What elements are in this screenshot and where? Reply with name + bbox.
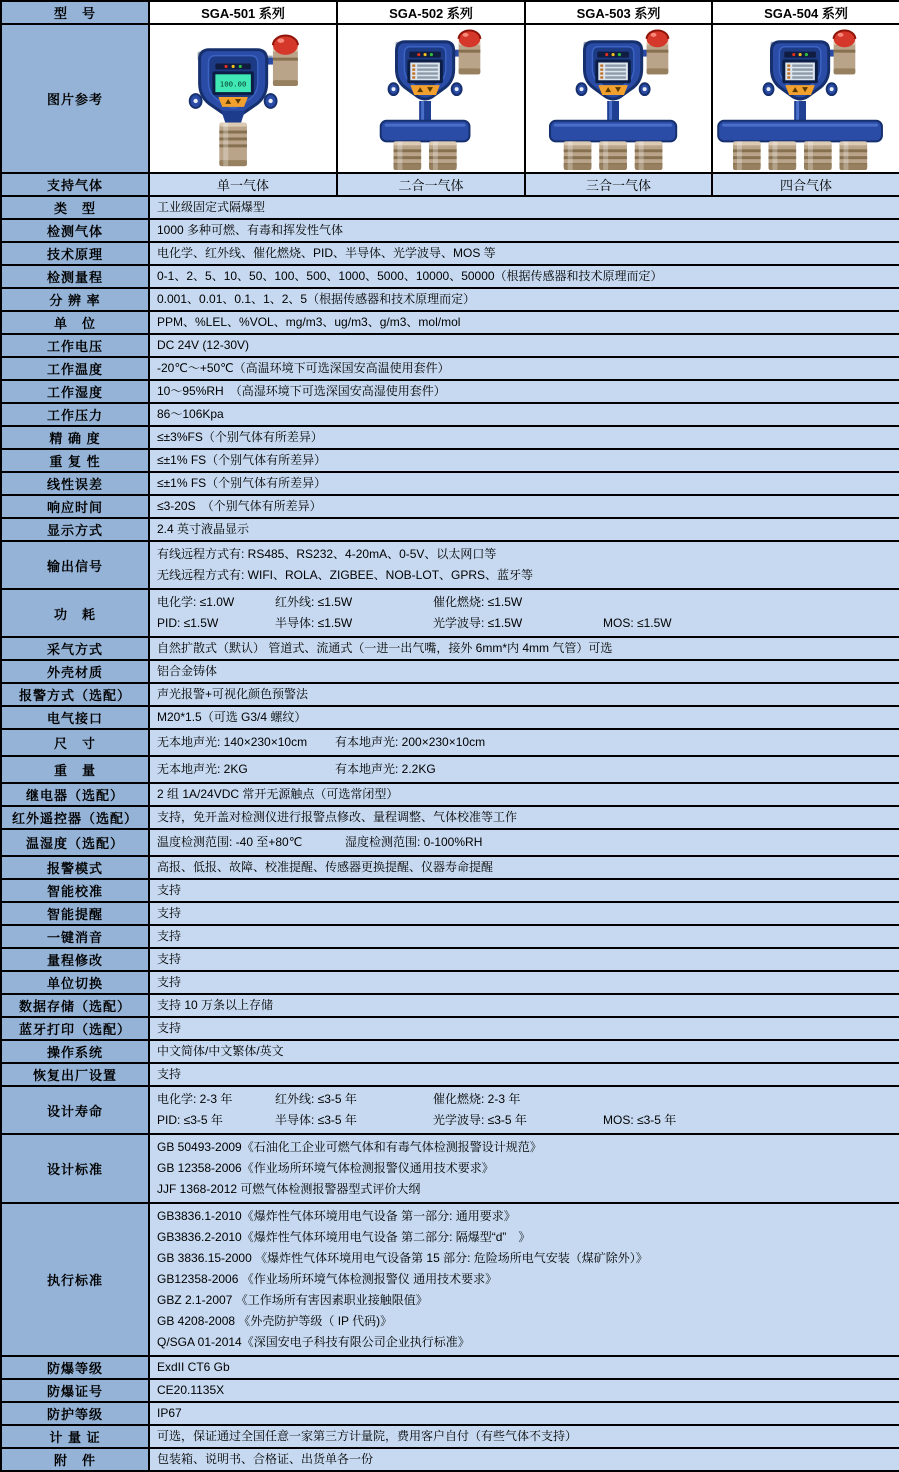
spec-table-body [1, 1, 899, 1471]
row-temp-humidity-opt-seg-1-1: 温度检测范围: -40 至+80℃ [157, 835, 303, 849]
row-label-smart-remind: 智能提醒 [1, 902, 149, 925]
row-bt-print-opt [1, 1017, 899, 1040]
row-output-signal [1, 541, 899, 589]
row-value-range: 0-1、2、5、10、50、100、500、1000、5000、10000、50000（根据传感器和技术原理而定） [149, 265, 899, 288]
row-design-life-seg-1-3: 催化燃烧: 2-3 年 [433, 1092, 521, 1106]
row-unit [1, 311, 899, 334]
row-resolution [1, 288, 899, 311]
row-value-voltage: DC 24V (12-30V) [149, 334, 899, 357]
row-design-life-seg-1-1: 电化学: 2-3 年 [157, 1092, 233, 1106]
row-exec-std-line-5: GBZ 2.1-2007 《工作场所有害因素职业接触限值》 [157, 1293, 428, 1307]
model-column-header-4: SGA-504 系列 [712, 1, 899, 24]
row-display [1, 518, 899, 541]
row-work-temp [1, 357, 899, 380]
row-label-range-modify: 量程修改 [1, 948, 149, 971]
row-value-range-modify: 支持 [149, 948, 899, 971]
row-label-work-humidity: 工作湿度 [1, 380, 149, 403]
row-label-exproof-cert: 防爆证号 [1, 1379, 149, 1402]
row-label-unit: 单 位 [1, 311, 149, 334]
row-ip-grade [1, 1402, 899, 1425]
row-value-principle: 电化学、红外线、催化燃烧、PID、半导体、光学波导、MOS 等 [149, 242, 899, 265]
row-design-std-line-2: GB 12358-2006《作业场所环境气体检测报警仪通用技术要求》 [157, 1161, 494, 1175]
single-gas-detector-illustration [150, 26, 336, 171]
row-value-output-signal [149, 541, 899, 589]
row-label-linearity: 线性误差 [1, 472, 149, 495]
row-label-output-signal: 输出信号 [1, 541, 149, 589]
row-power [1, 589, 899, 637]
row-model-header [1, 1, 899, 24]
row-value-weight [149, 756, 899, 783]
row-label-principle: 技术原理 [1, 242, 149, 265]
row-relay [1, 783, 899, 806]
row-value-metrology-cert: 可选，保证通过全国任意一家第三方计量院，费用客户自付（有些气体不支持） [149, 1425, 899, 1448]
row-label-display: 显示方式 [1, 518, 149, 541]
row-alarm-type-opt [1, 683, 899, 706]
row-design-life-seg-2-3: 光学波导: ≤3-5 年 [433, 1113, 527, 1127]
row-housing [1, 660, 899, 683]
row-label-supported-gas: 支持气体 [1, 173, 149, 196]
row-label-sampling: 采气方式 [1, 637, 149, 660]
row-label-alarm-modes: 报警模式 [1, 856, 149, 879]
row-value-bt-print-opt: 支持 [149, 1017, 899, 1040]
row-label-ir-remote: 红外遥控器（选配） [1, 806, 149, 829]
row-value-response-time: ≤3-20S （个别气体有所差异） [149, 495, 899, 518]
row-exec-std-line-1: GB3836.1-2010《爆炸性气体环境用电气设备 第一部分: 通用要求》 [157, 1209, 516, 1223]
row-label-size: 尺 寸 [1, 729, 149, 756]
row-one-key-mute [1, 925, 899, 948]
row-design-std-line-1: GB 50493-2009《石油化工企业可燃气体和有毒气体检测报警设计规范》 [157, 1140, 542, 1154]
row-value-factory-reset: 支持 [149, 1063, 899, 1086]
row-exec-std-line-6: GB 4208-2008 《外壳防护等级（ IP 代码)》 [157, 1314, 393, 1328]
row-label-data-storage-opt: 数据存储（选配） [1, 994, 149, 1017]
row-label-exproof-grade: 防爆等级 [1, 1356, 149, 1379]
row-alarm-modes [1, 856, 899, 879]
row-value-housing: 铝合金铸体 [149, 660, 899, 683]
device-image-cell-1 [149, 24, 337, 173]
row-value-exec-std [149, 1203, 899, 1356]
row-range-modify [1, 948, 899, 971]
row-value-unit-switch: 支持 [149, 971, 899, 994]
row-data-storage-opt [1, 994, 899, 1017]
row-value-type: 工业级固定式隔爆型 [149, 196, 899, 219]
row-value-size [149, 729, 899, 756]
row-value-sampling: 自然扩散式（默认） 管道式、流通式（一进一出气嘴，接外 6mm*内 4mm 气管）可选 [149, 637, 899, 660]
row-factory-reset [1, 1063, 899, 1086]
row-label-electrical-port: 电气接口 [1, 706, 149, 729]
row-value-alarm-modes: 高报、低报、故障、校准提醒、传感器更换提醒、仪器寿命提醒 [149, 856, 899, 879]
row-size-seg-1-1: 无本地声光: 140×230×10cm [157, 735, 308, 749]
row-work-humidity [1, 380, 899, 403]
row-value-data-storage-opt: 支持 10 万条以上存储 [149, 994, 899, 1017]
row-value-ir-remote: 支持，免开盖对检测仪进行报警点修改、量程调整、气体校准等工作 [149, 806, 899, 829]
row-value-resolution: 0.001、0.01、0.1、1、2、5（根据传感器和技术原理而定） [149, 288, 899, 311]
row-label-detect-gas: 检测气体 [1, 219, 149, 242]
row-value-detect-gas: 1000 多种可燃、有毒和挥发性气体 [149, 219, 899, 242]
row-smart-remind [1, 902, 899, 925]
row-label-smart-cal: 智能校准 [1, 879, 149, 902]
row-label-ip-grade: 防护等级 [1, 1402, 149, 1425]
row-label-metrology-cert: 计 量 证 [1, 1425, 149, 1448]
row-design-life-line-1 [157, 1089, 892, 1110]
row-value-exproof-cert: CE20.1135X [149, 1379, 899, 1402]
row-smart-cal [1, 879, 899, 902]
row-repeatability [1, 449, 899, 472]
row-voltage [1, 334, 899, 357]
row-accessories [1, 1448, 899, 1471]
row-power-line-2 [157, 613, 892, 634]
row-sampling [1, 637, 899, 660]
row-label-resolution: 分 辨 率 [1, 288, 149, 311]
row-value-alarm-type-opt: 声光报警+可视化颜色预警法 [149, 683, 899, 706]
row-metrology-cert [1, 1425, 899, 1448]
row-label-images: 图片参考 [1, 24, 149, 173]
row-power-seg-1-2: 红外线: ≤1.5W [275, 595, 353, 609]
row-value-design-std [149, 1134, 899, 1203]
row-design-life-seg-2-2: 半导体: ≤3-5 年 [275, 1113, 357, 1127]
row-label-design-life: 设计寿命 [1, 1086, 149, 1134]
row-power-line-1 [157, 592, 892, 613]
supported-gas-value-4: 四合气体 [712, 173, 899, 196]
svg-text:100.00: 100.00 [219, 79, 247, 89]
row-value-work-humidity: 10～95%RH （高湿环境下可选深国安高湿使用套件） [149, 380, 899, 403]
row-value-accessories: 包装箱、说明书、合格证、出货单各一份 [149, 1448, 899, 1471]
row-value-repeatability: ≤±1% FS（个别气体有所差异） [149, 449, 899, 472]
two-in-one-detector-illustration [338, 26, 524, 171]
row-type [1, 196, 899, 219]
row-value-accuracy: ≤±3%FS（个别气体有所差异） [149, 426, 899, 449]
row-value-exproof-grade: ExdII CT6 Gb [149, 1356, 899, 1379]
row-value-temp-humidity-opt [149, 829, 899, 856]
row-label-model: 型 号 [1, 1, 149, 24]
row-value-smart-remind: 支持 [149, 902, 899, 925]
row-label-alarm-type-opt: 报警方式（选配） [1, 683, 149, 706]
row-value-one-key-mute: 支持 [149, 925, 899, 948]
row-label-pressure: 工作压力 [1, 403, 149, 426]
row-temp-humidity-opt [1, 829, 899, 856]
row-power-seg-1-3: 催化燃烧: ≤1.5W [433, 595, 523, 609]
row-value-linearity: ≤±1% FS（个别气体有所差异） [149, 472, 899, 495]
row-label-factory-reset: 恢复出厂设置 [1, 1063, 149, 1086]
row-pressure [1, 403, 899, 426]
model-column-header-3: SGA-503 系列 [525, 1, 712, 24]
supported-gas-value-1: 单一气体 [149, 173, 337, 196]
row-value-power [149, 589, 899, 637]
device-image-cell-4 [712, 24, 899, 173]
row-weight-seg-1-1: 无本地声光: 2KG [157, 762, 248, 776]
row-principle [1, 242, 899, 265]
row-design-std [1, 1134, 899, 1203]
row-label-exec-std: 执行标准 [1, 1203, 149, 1356]
row-value-smart-cal: 支持 [149, 879, 899, 902]
row-size-seg-1-2: 有本地声光: 200×230×10cm [335, 735, 486, 749]
row-label-design-std: 设计标准 [1, 1134, 149, 1203]
row-exproof-grade [1, 1356, 899, 1379]
row-label-one-key-mute: 一键消音 [1, 925, 149, 948]
device-image-cell-2 [337, 24, 525, 173]
row-unit-switch [1, 971, 899, 994]
row-exec-std-line-7: Q/SGA 01-2014《深国安电子科技有限公司企业执行标准》 [157, 1335, 470, 1349]
row-label-power: 功 耗 [1, 589, 149, 637]
device-image-cell-3 [525, 24, 712, 173]
row-detect-gas [1, 219, 899, 242]
row-accuracy [1, 426, 899, 449]
row-ir-remote [1, 806, 899, 829]
row-label-type: 类 型 [1, 196, 149, 219]
model-column-header-2: SGA-502 系列 [337, 1, 525, 24]
row-exec-std-line-3: GB 3836.15-2000 《爆炸性气体环境用电气设备第 15 部分: 危险场所电气安装（煤矿除外）》 [157, 1251, 648, 1265]
supported-gas-value-3: 三合一气体 [525, 173, 712, 196]
supported-gas-value-2: 二合一气体 [337, 173, 525, 196]
row-label-relay: 继电器（选配） [1, 783, 149, 806]
row-value-relay: 2 组 1A/24VDC 常开无源触点（可选常闭型） [149, 783, 899, 806]
row-electrical-port [1, 706, 899, 729]
row-label-os: 操作系统 [1, 1040, 149, 1063]
row-size [1, 729, 899, 756]
row-power-seg-2-4: MOS: ≤1.5W [603, 616, 672, 630]
row-label-temp-humidity-opt: 温湿度（选配） [1, 829, 149, 856]
row-value-ip-grade: IP67 [149, 1402, 899, 1425]
row-label-weight: 重 量 [1, 756, 149, 783]
row-label-accessories: 附 件 [1, 1448, 149, 1471]
model-column-header-1: SGA-501 系列 [149, 1, 337, 24]
four-in-one-detector-illustration [713, 26, 899, 171]
row-exproof-cert [1, 1379, 899, 1402]
row-design-life-seg-1-2: 红外线: ≤3-5 年 [275, 1092, 357, 1106]
row-temp-humidity-opt-line-1 [157, 832, 892, 853]
row-power-seg-2-3: 光学波导: ≤1.5W [433, 616, 523, 630]
row-os [1, 1040, 899, 1063]
row-output-signal-line-2: 无线远程方式有: WIFI、ROLA、ZIGBEE、NOB-LOT、GPRS、蓝牙等 [157, 568, 534, 582]
row-label-unit-switch: 单位切换 [1, 971, 149, 994]
row-linearity [1, 472, 899, 495]
row-label-bt-print-opt: 蓝牙打印（选配） [1, 1017, 149, 1040]
row-exec-std [1, 1203, 899, 1356]
row-response-time [1, 495, 899, 518]
row-label-repeatability: 重 复 性 [1, 449, 149, 472]
row-value-display: 2.4 英寸液晶显示 [149, 518, 899, 541]
row-label-response-time: 响应时间 [1, 495, 149, 518]
row-power-seg-2-1: PID: ≤1.5W [157, 616, 219, 630]
row-output-signal-line-1: 有线远程方式有: RS485、RS232、4-20mA、0-5V、以太网口等 [157, 547, 497, 561]
row-design-life-line-2 [157, 1110, 892, 1131]
row-value-unit: PPM、%LEL、%VOL、mg/m3、ug/m3、g/m3、mol/mol [149, 311, 899, 334]
row-range [1, 265, 899, 288]
row-power-seg-2-2: 半导体: ≤1.5W [275, 616, 353, 630]
row-value-work-temp: -20℃～+50℃（高温环境下可选深国安高温使用套件） [149, 357, 899, 380]
row-power-seg-1-1: 电化学: ≤1.0W [157, 595, 235, 609]
row-label-voltage: 工作电压 [1, 334, 149, 357]
three-in-one-detector-illustration [526, 26, 712, 171]
row-design-life-seg-2-4: MOS: ≤3-5 年 [603, 1113, 677, 1127]
row-weight-line-1 [157, 759, 892, 780]
row-value-electrical-port: M20*1.5（可选 G3/4 螺纹） [149, 706, 899, 729]
row-design-std-line-3: JJF 1368-2012 可燃气体检测报警器型式评价大纲 [157, 1182, 421, 1196]
row-weight [1, 756, 899, 783]
row-label-work-temp: 工作温度 [1, 357, 149, 380]
row-images [1, 24, 899, 173]
row-temp-humidity-opt-seg-1-2: 湿度检测范围: 0-100%RH [345, 835, 483, 849]
row-weight-seg-1-2: 有本地声光: 2.2KG [335, 762, 436, 776]
row-label-housing: 外壳材质 [1, 660, 149, 683]
row-value-design-life [149, 1086, 899, 1134]
row-value-pressure: 86～106Kpa [149, 403, 899, 426]
row-label-accuracy: 精 确 度 [1, 426, 149, 449]
row-supported-gas [1, 173, 899, 196]
row-design-life [1, 1086, 899, 1134]
row-size-line-1 [157, 732, 892, 753]
row-exec-std-line-2: GB3836.2-2010《爆炸性气体环境用电气设备 第二部分: 隔爆型“d” 》 [157, 1230, 531, 1244]
row-exec-std-line-4: GB12358-2006 《作业场所环境气体检测报警仪 通用技术要求》 [157, 1272, 498, 1286]
row-design-life-seg-2-1: PID: ≤3-5 年 [157, 1113, 223, 1127]
row-label-range: 检测量程 [1, 265, 149, 288]
row-value-os: 中文简体/中文繁体/英文 [149, 1040, 899, 1063]
